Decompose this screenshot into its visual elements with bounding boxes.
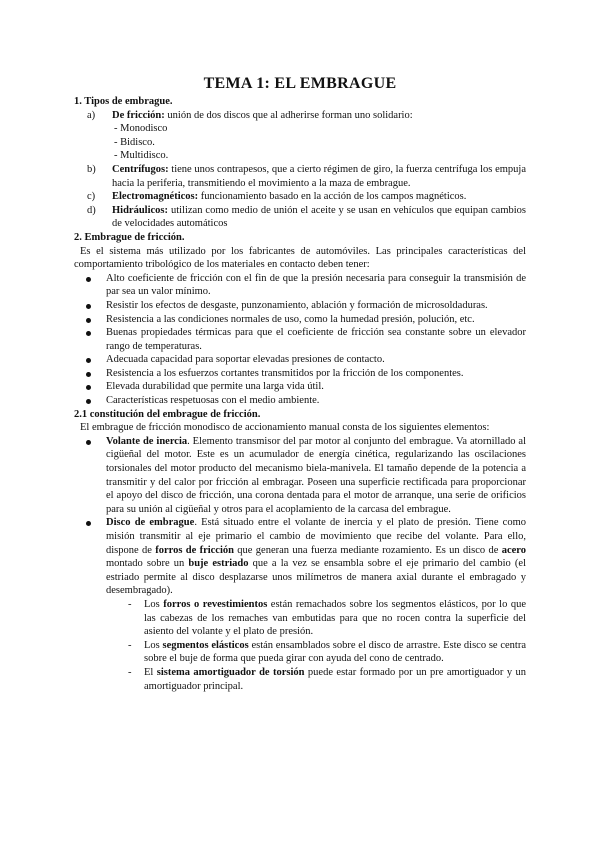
sub-item: - Monodisco [114,123,168,135]
item-label: c) [87,191,96,203]
text-run: Los [144,598,164,610]
type-item-c [74,190,526,204]
section-heading-tipos: 1. Tipos de embrague. [74,96,173,107]
bullet-item [74,326,526,353]
bullet-icon [86,304,91,309]
item-label: a) [87,109,96,121]
section-intro: Es el sistema más utilizado por los fabricantes de automóviles. Las principales características del comportamiento tribológico de los materiales en contacto deben tener: [74,245,526,271]
definition: unión de dos discos que al adherirse forman uno solidario: [164,109,413,121]
section-heading-friccion: 2. Embrague de fricción. [74,231,185,243]
bullet-text: Elevada durabilidad que permite una larga vida útil. [106,381,324,393]
bullet-text: Resistencia a los esfuerzos cortantes transmitidos por la fricción de los componentes. [106,367,464,379]
bullet-item [74,353,526,367]
section-intro: El embrague de fricción monodisco de accionamiento manual consta de los siguientes elementos: [80,422,490,434]
text-run: están ensamblados sobre el disco de arrastre. Este disco se centra sobre el buje de forma que pueda girar con ayuda del cono de centrado. [144,639,526,665]
dash-mark: - [128,639,132,651]
text-run: están remachados sobre los segmentos elásticos, por lo que las cabezas de los remaches van embutidas para que no rocen contra la superficie del asiento del volante y el plato de presión. [144,598,526,638]
bullet-text: Resistir los efectos de desgaste, punzonamiento, ablación y formación de microsoldaduras. [106,299,488,311]
bullet-text: Alto coeficiente de fricción con el fin de que la presión necesaria para conseguir la transmisión de par sea un valor mínimo. [106,272,526,298]
dash-item [74,598,526,639]
term: forros o revestimientos [163,598,268,610]
page-title: TEMA 1: EL EMBRAGUE [203,75,397,92]
definition: funcionamiento basado en la acción de los campos magnéticos. [198,191,467,203]
term: Centrífugos: [112,163,169,175]
term: Hidráulicos: [112,204,169,216]
term: Volante de inercia [106,435,188,447]
definition: utilizan como medio de unión el aceite y se usan en vehículos que equipan cambios de velocidades automáticos [112,204,526,230]
bullet-item [74,367,526,381]
bullet-text: Resistencia a las condiciones normales de uso, como la humedad presión, polución, etc. [106,313,475,325]
dash-mark: - [128,598,132,610]
bullet-text: Buenas propiedades térmicas para que el coeficiente de fricción sea constante sobre un elevador rango de temperaturas. [106,327,526,352]
bullet-icon [86,521,91,526]
document-page [74,74,526,693]
text-run: montado sobre un [106,558,189,570]
bullet-icon [86,385,91,390]
term: De fricción: [112,109,165,121]
definition: . Elemento transmisor del par motor al conjunto del embrague. Va atornillado al cigüeñal del motor. Este es un acumulador de energía cinética, regularizando las oscilaciones torsionales del motor producto del mecanismo biela-manivela. El tamaño depende de la potencia a transmitir y del calor por fricción al embragar. Poseen una superficie rectificada para proporcionar el apoyo del disco de fricción, una corona dentada para el motor de arranque, una serie de orificios para su unión al cigüeñal y otros para el acoplamiento de la carcasa del embrague. [106,435,526,515]
text-run: El [144,666,157,678]
bullet-item [74,299,526,313]
bullet-icon [86,277,91,282]
term: Disco de embrague [106,517,195,529]
term: segmentos elásticos [162,639,249,651]
dash-mark: - [128,666,132,678]
text-run: Los [144,639,163,651]
bullet-icon [86,358,91,363]
type-item-a [74,109,526,123]
bullet-item [74,313,526,327]
sub-item: - Multidisco. [114,150,169,162]
term: buje estriado [188,558,249,570]
bullet-icon [86,331,91,336]
text-run: . Está situado entre el volante de inercia y el plato de presión. Tiene como misión transmitir al eje primario el cambio de movimiento que recibe del volante. Para ello, dispone de [106,517,527,556]
dash-item [74,639,526,666]
bullet-text: Características respetuosas con el medio ambiente. [106,395,320,407]
term: acero [501,544,526,556]
bullet-icon [86,440,91,445]
item-label: d) [87,204,96,216]
bullet-item [74,272,526,299]
bullet-icon [86,399,91,404]
item-label: b) [87,163,96,175]
term: forros de fricción [155,544,234,556]
bullet-item-volante [74,435,526,517]
section-heading-constitucion: 2.1 constitución del embrague de fricción. [74,408,261,420]
text-run: puede estar formado por un pre amortiguador y un amortiguador principal. [144,666,526,692]
bullet-item [74,380,526,394]
bullet-icon [86,318,91,323]
text-run: que a la vez se ensambla sobre el eje primario del cambio (el estriado permite al disco desplazarse unos milímetros de manera axial durante el embragado y desembragado). [106,558,527,597]
type-item-b [74,163,526,190]
sub-item: - Bidisco. [114,136,155,148]
type-item-d [74,204,526,231]
definition: tiene unos contrapesos, que a cierto régimen de giro, la fuerza centrífuga los empuja hacia la periferia, transmitiendo el movimiento a la maza de embrague. [112,163,526,189]
bullet-item [74,394,526,408]
bullet-icon [86,372,91,377]
term: Electromagnéticos: [112,191,199,203]
bullet-text: Adecuada capacidad para soportar elevadas presiones de contacto. [106,354,385,366]
text-run: que generan una fuerza mediante rozamiento. Es un disco de [233,544,502,556]
bullet-item-disco [74,516,526,598]
dash-item [74,666,526,693]
term: sistema amortiguador de torsión [156,666,305,678]
